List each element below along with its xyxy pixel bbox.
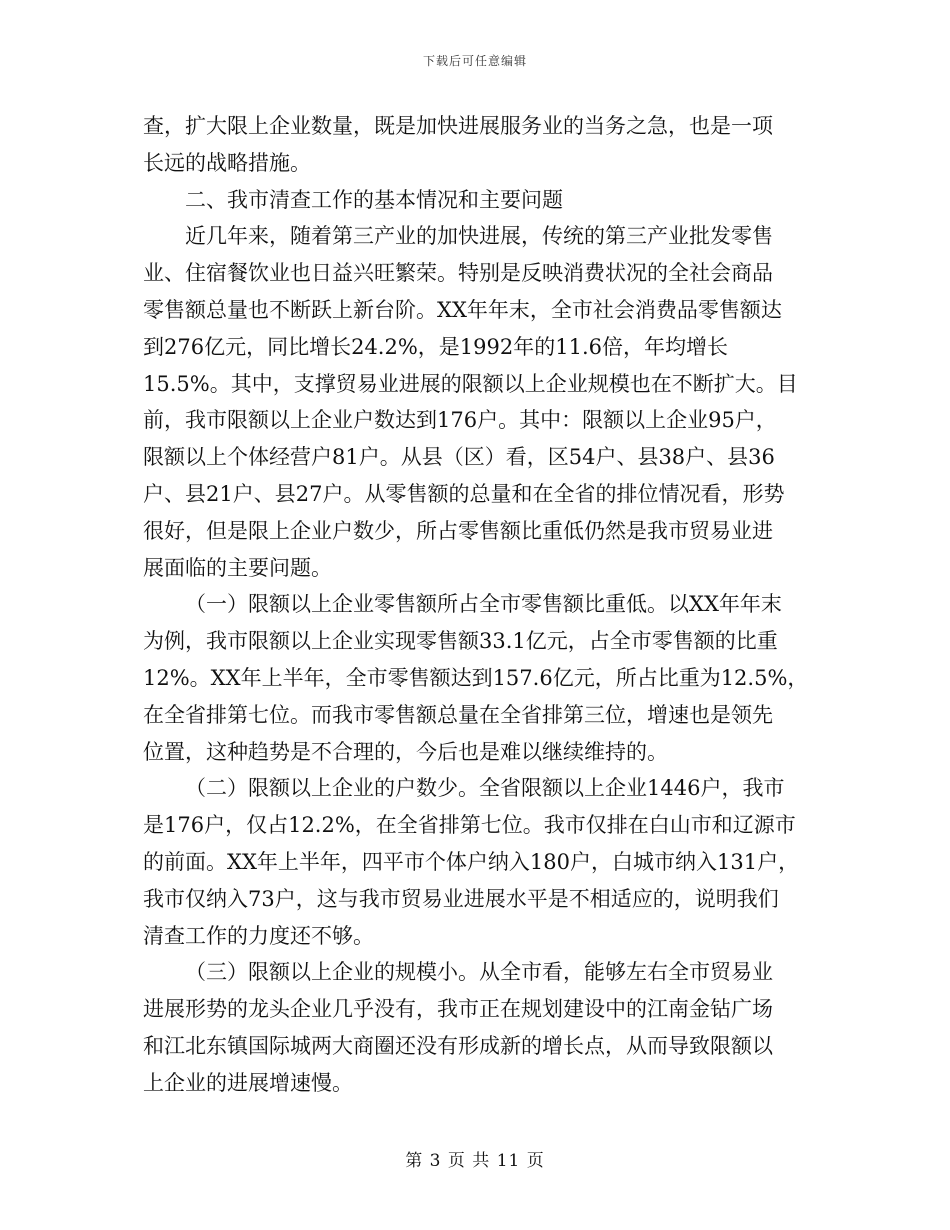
text-line: 展面临的主要问题。: [143, 555, 332, 580]
text-line: 和江北东镇国际城两大商圈还没有形成新的增长点，从而导致限额以: [143, 1033, 773, 1058]
text-line: 为例，我市限额以上企业实现零售额33.1亿元，占全市零售额的比重: [143, 629, 778, 654]
text-line: （三）限额以上企业的规模小。从全市看，能够左右全市贸易业: [185, 960, 773, 985]
section-heading: 二、我市清查工作的基本情况和主要问题: [185, 187, 563, 212]
text-line: 的前面。XX年上半年，四平市个体户纳入180户，白城市纳入131户，: [143, 849, 800, 874]
text-line: （二）限额以上企业的户数少。全省限额以上企业1446户，我市: [185, 776, 785, 801]
text-line: 前，我市限额以上企业户数达到176户。其中：限额以上企业95户，: [143, 408, 777, 433]
text-line: 近几年来，随着第三产业的加快进展，传统的第三产业批发零售: [185, 224, 773, 249]
text-line: 户、县21户、县27户。从零售额的总量和在全省的排位情况看，形势: [143, 481, 785, 506]
text-line: 是176户，仅占12.2%，在全省排第七位。我市仅排在白山市和辽源市: [143, 813, 796, 838]
text-line: 上企业的进展增速慢。: [143, 1070, 353, 1095]
text-line: 业、住宿餐饮业也日益兴旺繁荣。特别是反映消费状况的全社会商品: [143, 261, 773, 286]
text-line: 限额以上个体经营户81户。从县（区）看，区54户、县38户、县36: [143, 445, 775, 470]
text-line: 进展形势的龙头企业几乎没有，我市正在规划建设中的江南金钻广场: [143, 997, 773, 1022]
document-body: [143, 108, 811, 1102]
text-line: 长远的战略措施。: [143, 150, 311, 175]
text-line: 位置，这种趋势是不合理的，今后也是难以继续维持的。: [143, 739, 668, 764]
text-line: 零售额总量也不断跃上新台阶。XX年年末，全市社会消费品零售额达: [143, 297, 782, 322]
text-line: 12%。XX年上半年，全市零售额达到157.6亿元，所占比重为12.5%，: [143, 665, 809, 690]
text-line: 查，扩大限上企业数量，既是加快进展服务业的当务之急，也是一项: [143, 114, 773, 138]
text-line: 我市仅纳入73户，这与我市贸易业进展水平是不相适应的，说明我们: [143, 886, 779, 911]
text-line: （一）限额以上企业零售额所占全市零售额比重低。以XX年年末: [185, 592, 782, 617]
page-footer: 第 3 页 共 11 页: [405, 1151, 545, 1171]
text-line: 清查工作的力度还不够。: [143, 923, 374, 948]
text-line: 很好，但是限上企业户数少，所占零售额比重低仍然是我市贸易业进: [143, 518, 773, 543]
text-line: 在全省排第七位。而我市零售额总量在全省排第三位，增速也是领先: [143, 702, 773, 727]
page-header: 下载后可任意编辑: [422, 54, 527, 68]
text-line: 到276亿元，同比增长24.2%，是1992年的11.6倍，年均增长: [143, 334, 728, 359]
text-line: 15.5%。其中，支撑贸易业进展的限额以上企业规模也在不断扩大。目: [143, 371, 798, 396]
